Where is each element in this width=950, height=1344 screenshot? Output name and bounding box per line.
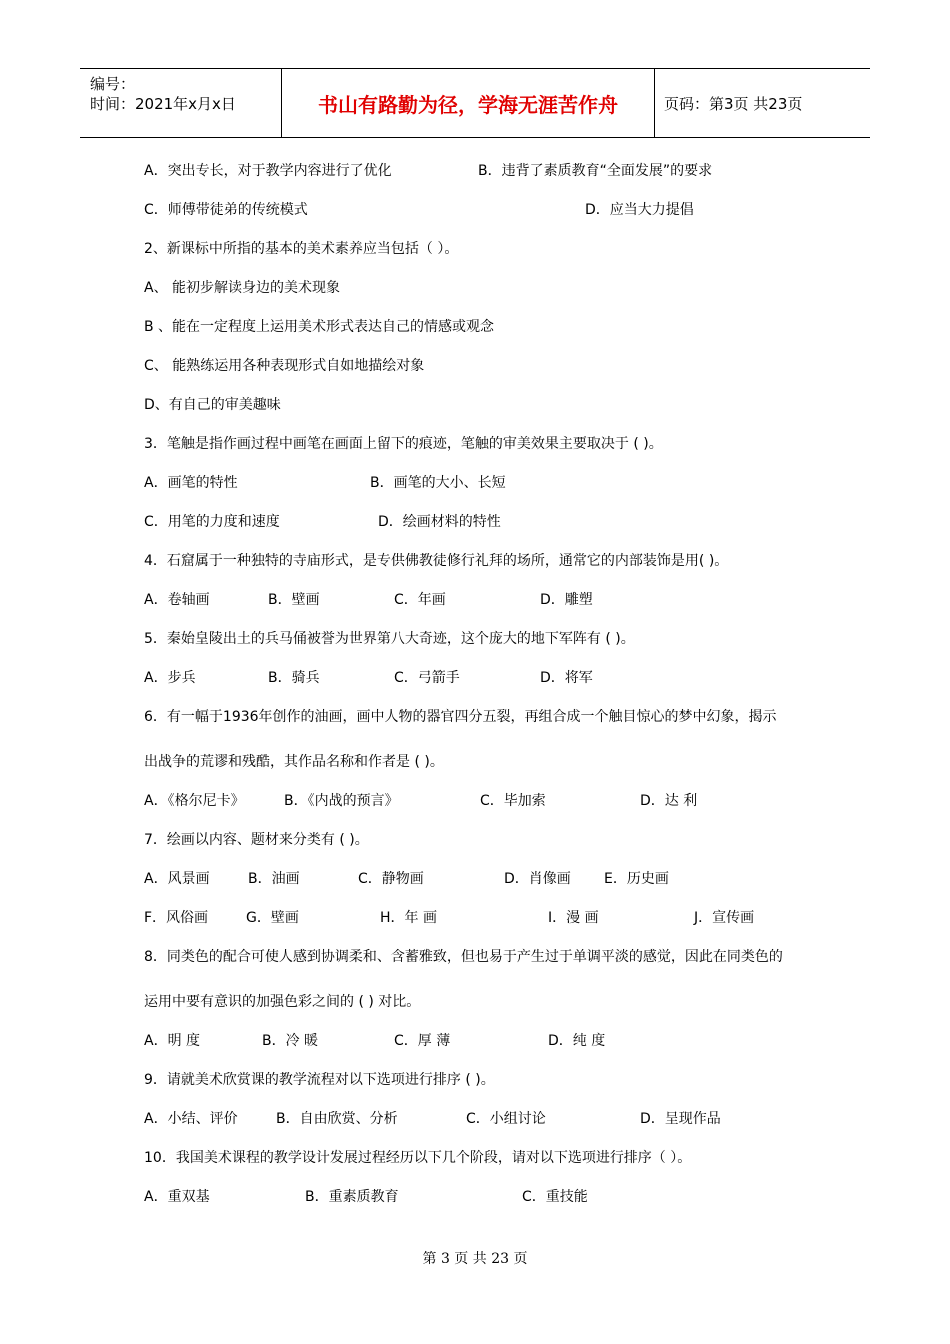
answer-option: J．宣传画 bbox=[694, 910, 755, 926]
answer-option: B．重素质教育 bbox=[305, 1189, 399, 1205]
answer-option: B．《内战的预言》 bbox=[284, 793, 399, 809]
question-text: 8．同类色的配合可使人感到协调柔和、含蓄雅致，但也易于产生过于单调平淡的感觉，因此在同类色的 bbox=[144, 949, 783, 965]
answer-option: B．油画 bbox=[248, 871, 300, 887]
answer-option: C．静物画 bbox=[358, 871, 424, 887]
answer-option: D．将军 bbox=[540, 670, 593, 686]
answer-option: C．重技能 bbox=[522, 1189, 588, 1205]
answer-option: C．年画 bbox=[394, 592, 446, 608]
answer-option: A．步兵 bbox=[144, 670, 196, 686]
page-footer: 第 3 页 共 23 页 bbox=[422, 1251, 528, 1267]
question-text: A、 能初步解读身边的美术现象 bbox=[144, 280, 341, 296]
answer-option: F．风俗画 bbox=[144, 910, 209, 926]
question-text: 出战争的荒谬和残酷，其作品名称和作者是 ( )。 bbox=[144, 754, 444, 770]
answer-option: D．纯 度 bbox=[548, 1033, 606, 1049]
answer-option: C．用笔的力度和速度 bbox=[144, 514, 280, 530]
answer-option: C．小组讨论 bbox=[466, 1111, 546, 1127]
answer-option: D．雕塑 bbox=[540, 592, 593, 608]
answer-option: A．《格尔尼卡》 bbox=[144, 793, 245, 809]
header-meta bbox=[90, 74, 236, 114]
answer-option: B．画笔的大小、长短 bbox=[370, 475, 506, 491]
question-text: 7．绘画以内容、题材来分类有 ( )。 bbox=[144, 832, 369, 848]
answer-option: C．厚 薄 bbox=[394, 1033, 451, 1049]
answer-option: A．突出专长，对于教学内容进行了优化 bbox=[144, 163, 392, 179]
header-page-info: 页码：第3页 共23页 bbox=[664, 94, 803, 113]
answer-option: D．达 利 bbox=[640, 793, 698, 809]
question-text: 运用中要有意识的加强色彩之间的 ( ) 对比。 bbox=[144, 994, 421, 1010]
document-date: 时间：2021年x月x日 bbox=[90, 95, 236, 113]
answer-option: A．重双基 bbox=[144, 1189, 210, 1205]
answer-option: A．明 度 bbox=[144, 1033, 201, 1049]
question-text: 5．秦始皇陵出土的兵马俑被誉为世界第八大奇迹，这个庞大的地下军阵有 ( )。 bbox=[144, 631, 635, 647]
question-text: 9．请就美术欣赏课的教学流程对以下选项进行排序 ( )。 bbox=[144, 1072, 495, 1088]
answer-option: G．壁画 bbox=[246, 910, 299, 926]
answer-option: A．小结、评价 bbox=[144, 1111, 238, 1127]
answer-option: B．自由欣赏、分析 bbox=[276, 1111, 398, 1127]
answer-option: B．骑兵 bbox=[268, 670, 320, 686]
answer-option: A．风景画 bbox=[144, 871, 210, 887]
question-text: 3．笔触是指作画过程中画笔在画面上留下的痕迹，笔触的审美效果主要取决于 ( )。 bbox=[144, 436, 663, 452]
answer-option: D．应当大力提倡 bbox=[585, 202, 694, 218]
answer-option: B．壁画 bbox=[268, 592, 320, 608]
answer-option: B．冷 暖 bbox=[262, 1033, 319, 1049]
answer-option: D．绘画材料的特性 bbox=[378, 514, 501, 530]
answer-option: H．年 画 bbox=[380, 910, 437, 926]
answer-option: E．历史画 bbox=[604, 871, 669, 887]
answer-option: I．漫 画 bbox=[548, 910, 599, 926]
answer-option: C．毕加索 bbox=[480, 793, 546, 809]
answer-option: B．违背了素质教育“全面发展”的要求 bbox=[478, 163, 713, 179]
answer-option: A．卷轴画 bbox=[144, 592, 210, 608]
page-header bbox=[80, 68, 870, 138]
question-text: 10．我国美术课程的教学设计发展过程经历以下几个阶段，请对以下选项进行排序（ ）。 bbox=[144, 1150, 692, 1166]
header-divider-2 bbox=[654, 69, 655, 137]
answer-option: D．呈现作品 bbox=[640, 1111, 721, 1127]
question-text: 6．有一幅于1936年创作的油画，画中人物的器官四分五裂，再组合成一个触目惊心的梦中幻象，揭示 bbox=[144, 709, 777, 725]
question-text: B 、能在一定程度上运用美术形式表达自己的情感或观念 bbox=[144, 319, 495, 335]
question-text: D、有自己的审美趣味 bbox=[144, 397, 281, 413]
question-text: C、 能熟练运用各种表现形式自如地描绘对象 bbox=[144, 358, 425, 374]
answer-option: A．画笔的特性 bbox=[144, 475, 238, 491]
answer-option: D．肖像画 bbox=[504, 871, 571, 887]
question-text: 4．石窟属于一种独特的寺庙形式，是专供佛教徒修行礼拜的场所，通常它的内部装饰是用( )。 bbox=[144, 553, 729, 569]
answer-option: C．弓箭手 bbox=[394, 670, 460, 686]
question-text: 2、新课标中所指的基本的美术素养应当包括（ ）。 bbox=[144, 241, 459, 257]
document-number-label: 编号： bbox=[90, 75, 136, 93]
answer-option: C．师傅带徒弟的传统模式 bbox=[144, 202, 308, 218]
header-motto: 书山有路勤为径，学海无涯苦作舟 bbox=[318, 92, 618, 117]
